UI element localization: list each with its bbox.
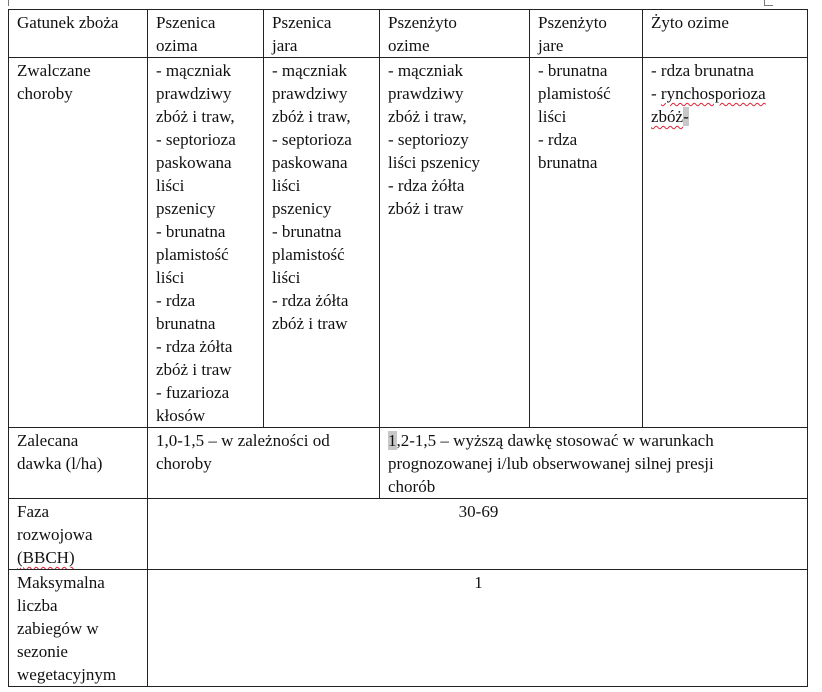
treatments-value-cell bbox=[148, 570, 808, 687]
disease-line: brunatna bbox=[538, 153, 598, 172]
header-line: Żyto ozime bbox=[651, 13, 729, 32]
treatments-value: 1 bbox=[474, 573, 483, 592]
disease-line: zbóż i traw, bbox=[272, 107, 351, 126]
treatments-row bbox=[9, 570, 808, 687]
row-label-line bbox=[17, 546, 141, 569]
disease-line: brunatna bbox=[156, 314, 216, 333]
row-label-line: wegetacyjnym bbox=[17, 665, 117, 684]
disease-line: pszenicy bbox=[156, 199, 216, 218]
diseases-label-cell bbox=[9, 58, 148, 428]
header-line: ozime bbox=[388, 36, 430, 55]
dose-line: 1,0-1,5 – w zależności od bbox=[156, 431, 330, 450]
row-label-line: choroby bbox=[17, 84, 73, 103]
phase-value-cell bbox=[148, 499, 808, 570]
disease-line: - septoriozy bbox=[388, 130, 469, 149]
disease-line: - rdza żółta bbox=[388, 176, 465, 195]
header-line: Pszenica bbox=[156, 13, 216, 32]
diseases-row bbox=[9, 58, 808, 428]
spellcheck-underlined-word: zbóż bbox=[651, 107, 684, 126]
header-cell-pszenica-jara bbox=[264, 10, 380, 58]
row-label-line: dawka (l/ha) bbox=[17, 454, 103, 473]
row-label-line: Zwalczane bbox=[17, 61, 91, 80]
dose-line bbox=[388, 429, 801, 452]
disease-line: zbóż i traw bbox=[156, 360, 232, 379]
disease-line: - rdza żółta bbox=[156, 337, 233, 356]
fungicide-table bbox=[8, 9, 808, 687]
disease-line: paskowana bbox=[272, 153, 348, 172]
disease-line: - brunatna bbox=[538, 61, 608, 80]
phase-row bbox=[9, 499, 808, 570]
disease-line: plamistość bbox=[538, 84, 611, 103]
dose-line: chorób bbox=[388, 477, 436, 496]
header-line: Pszenżyto bbox=[538, 13, 607, 32]
header-cell-pszenzyto-ozime bbox=[380, 10, 530, 58]
header-line: ozima bbox=[156, 36, 198, 55]
header-cell-zyto-ozime bbox=[643, 10, 808, 58]
disease-line: - mączniak bbox=[156, 61, 232, 80]
row-label-line: Maksymalna bbox=[17, 573, 105, 592]
disease-line: liści bbox=[156, 268, 185, 287]
diseases-pszenzyto-jare-cell bbox=[530, 58, 643, 428]
disease-line: liści bbox=[272, 268, 301, 287]
selected-character: 1 bbox=[388, 431, 397, 450]
row-label-line: Faza bbox=[17, 502, 50, 521]
disease-line: plamistość bbox=[156, 245, 229, 264]
disease-line: - septorioza bbox=[156, 130, 236, 149]
spellcheck-underlined-word: (BBCH) bbox=[17, 548, 75, 567]
dose-label-cell bbox=[9, 428, 148, 499]
disease-line: - brunatna bbox=[272, 222, 342, 241]
row-label-line: rozwojowa bbox=[17, 525, 93, 544]
disease-line: liści pszenicy bbox=[388, 153, 481, 172]
disease-line: liści bbox=[538, 107, 567, 126]
disease-line: zbóż i traw, bbox=[156, 107, 235, 126]
disease-line: - rdza żółta bbox=[272, 291, 349, 310]
row-label-line: Zalecana bbox=[17, 431, 79, 450]
disease-line: prawdziwy bbox=[388, 84, 464, 103]
header-label: Gatunek zboża bbox=[17, 13, 119, 32]
disease-line: prawdziwy bbox=[156, 84, 232, 103]
header-row bbox=[9, 10, 808, 58]
row-label-line: zabiegów w bbox=[17, 619, 99, 638]
disease-line: prawdziwy bbox=[272, 84, 348, 103]
diseases-pszenica-ozima-cell bbox=[148, 58, 264, 428]
disease-line: - septorioza bbox=[272, 130, 352, 149]
treatments-label-cell bbox=[9, 570, 148, 687]
diseases-pszenzyto-ozime-cell bbox=[380, 58, 530, 428]
header-line: Pszenżyto bbox=[388, 13, 457, 32]
disease-line: plamistość bbox=[272, 245, 345, 264]
phase-label-cell bbox=[9, 499, 148, 570]
dose-text: ,2-1,5 – wyższą dawkę stosować w warunkach bbox=[396, 431, 714, 450]
disease-line: - mączniak bbox=[388, 61, 464, 80]
header-line: jare bbox=[538, 36, 564, 55]
disease-line bbox=[651, 82, 801, 105]
disease-line: paskowana bbox=[156, 153, 232, 172]
diseases-zyto-ozime-cell bbox=[643, 58, 808, 428]
disease-line: - rdza brunatna bbox=[651, 61, 754, 80]
selected-character: - bbox=[683, 107, 689, 126]
disease-line: zbóż i traw, bbox=[388, 107, 467, 126]
disease-line: liści bbox=[156, 176, 185, 195]
row-label-line: liczba bbox=[17, 596, 58, 615]
disease-line: - rdza bbox=[156, 291, 196, 310]
header-cell-pszenzyto-jare bbox=[530, 10, 643, 58]
disease-line: zbóż i traw bbox=[272, 314, 348, 333]
header-line: Pszenica bbox=[272, 13, 332, 32]
disease-line: kłosów bbox=[156, 406, 206, 425]
dose-wheat-cell bbox=[148, 428, 380, 499]
disease-line: - rdza bbox=[538, 130, 578, 149]
disease-line: - brunatna bbox=[156, 222, 226, 241]
spellcheck-underlined-word: rynchosporioza bbox=[660, 84, 766, 103]
dose-line: choroby bbox=[156, 454, 212, 473]
disease-line: zbóż i traw bbox=[388, 199, 464, 218]
dose-triticale-rye-cell bbox=[380, 428, 808, 499]
page-corner-mark-left bbox=[8, 0, 9, 6]
disease-line: pszenicy bbox=[272, 199, 332, 218]
dose-row bbox=[9, 428, 808, 499]
header-cell-pszenica-ozima bbox=[148, 10, 264, 58]
header-line: jara bbox=[272, 36, 298, 55]
page-corner-mark-right bbox=[764, 0, 773, 6]
disease-line: liści bbox=[272, 176, 301, 195]
disease-line: - fuzarioza bbox=[156, 383, 230, 402]
disease-line bbox=[651, 105, 801, 128]
dose-line: prognozowanej i/lub obserwowanej silnej presji bbox=[388, 454, 714, 473]
diseases-pszenica-jara-cell bbox=[264, 58, 380, 428]
phase-value: 30-69 bbox=[458, 502, 499, 521]
dash-prefix: - bbox=[651, 84, 661, 103]
header-cell-crop bbox=[9, 10, 148, 58]
disease-line: - mączniak bbox=[272, 61, 348, 80]
row-label-line: sezonie bbox=[17, 642, 68, 661]
